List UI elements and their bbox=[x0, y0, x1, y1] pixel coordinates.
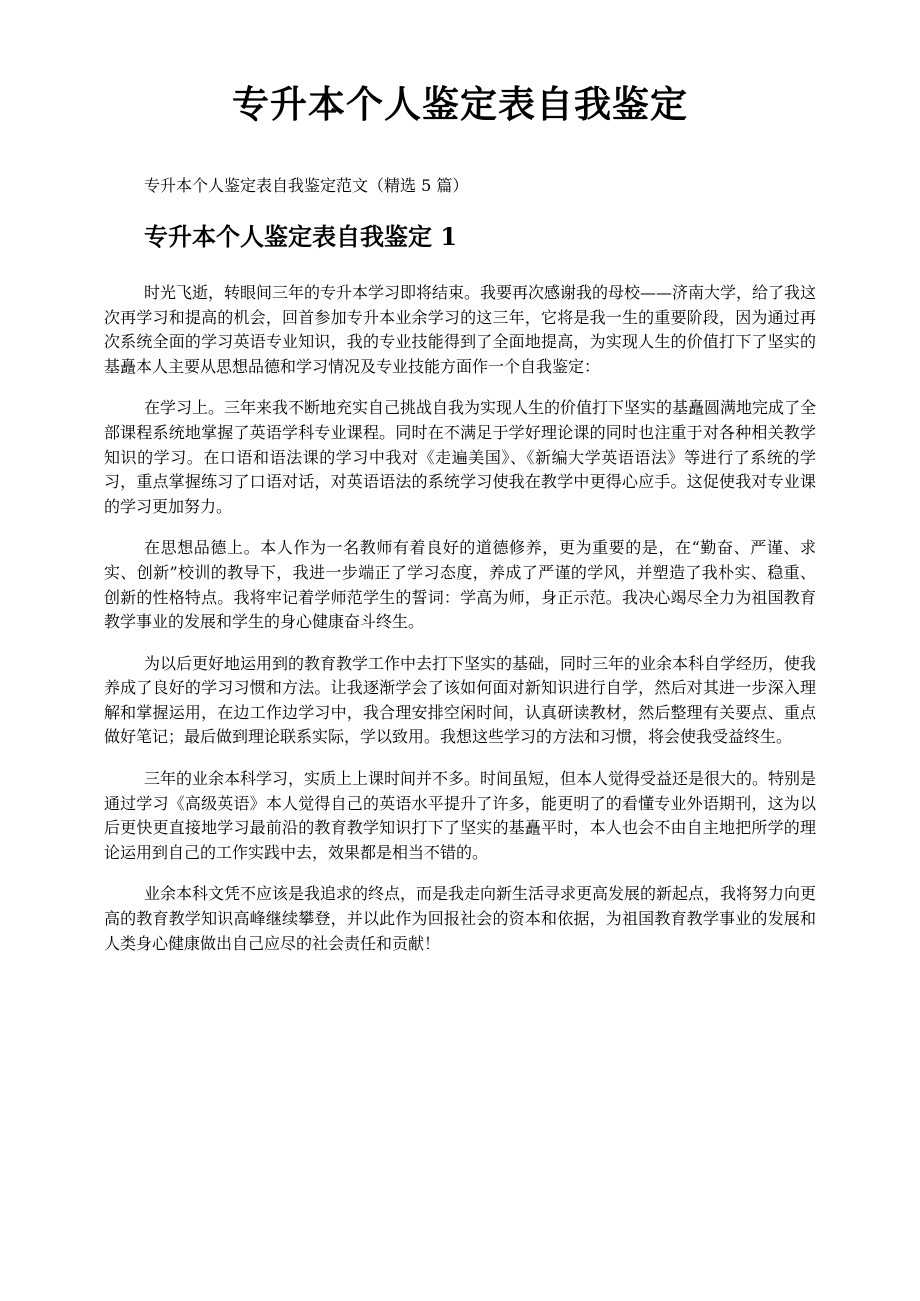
paragraph-5: 三年的业余本科学习，实质上上课时间并不多。时间虽短，但本人觉得受益还是很大的。特别是通过学习《高级英语》本人觉得自己的英语水平提升了许多，能更明了的看懂专业外语期刊，这为以后更快更直接地学习最前沿的教育教学知识打下了坚实的基矗平时，本人也会不由自主地把所学的理论运用到自己的工作实践中去，效果都是相当不错的。 bbox=[104, 769, 817, 862]
paragraph-3: 在思想品德上。本人作为一名教师有着良好的道德修养，更为重要的是，在“勤奋、严谨、求实、创新”校训的教导下，我进一步端正了学习态度，养成了严谨的学风，并塑造了我朴实、稳重、创新的性格特点。我将牢记着学师范学生的誓词：学高为师，身正示范。我决心竭尽全力为祖国教育教学事业的发展和学生的身心健康奋斗终生。 bbox=[104, 538, 816, 632]
document-body bbox=[104, 281, 816, 956]
paragraph-1: 时光飞逝，转眼间三年的专升本学习即将结束。我要再次感谢我的母校——济南大学，给了我这次再学习和提高的机会，回首参加专升本业余学习的这三年，它将是我一生的重要阶段，因为通过再次系统全面的学习英语专业知识，我的专业技能得到了全面地提高，为实现人生的价值打下了坚实的基矗本人主要从思想品德和学习情况及专业技能方面作一个自我鉴定： bbox=[104, 282, 817, 376]
paragraph-2: 在学习上。三年来我不断地充实自己挑战自我为实现人生的价值打下坚实的基矗圆满地完成了全部课程系统地掌握了英语学科专业课程。同时在不满足于学好理论课的同时也注重于对各种相关教学知识的学习。在口语和语法课的学习中我对《走遍美国》、《新编大学英语语法》等进行了系统的学习，重点掌握练习了口语对话，对英语语法的系统学习使我在教学中更得心应手。这促使我对专业课的学习更加努力。 bbox=[104, 398, 817, 516]
document-title: 专升本个人鉴定表自我鉴定 bbox=[232, 82, 688, 126]
document-subtitle: 专升本个人鉴定表自我鉴定范文（精选 5 篇） bbox=[144, 176, 469, 196]
paragraph-4: 为以后更好地运用到的教育教学工作中去打下坚实的基础，同时三年的业余本科自学经历，使我养成了良好的学习习惯和方法。让我逐渐学会了该如何面对新知识进行自学，然后对其进一步深入理解和掌握运用，在边工作边学习中，我合理安排空闲时间，认真研读教材，然后整理有关要点、重点做好笔记；最后做到理论联系实际，学以致用。我想这些学习的方法和习惯，将会使我受益终生。 bbox=[104, 653, 817, 747]
paragraph-6: 业余本科文凭不应该是我追求的终点，而是我走向新生活寻求更高发展的新起点，我将努力向更高的教育教学知识高峰继续攀登，并以此作为回报社会的资本和依据，为祖国教育教学事业的发展和人类身心健康做出自己应尽的社会责任和贡献！ bbox=[104, 884, 817, 953]
section-heading: 专升本个人鉴定表自我鉴定 1 bbox=[144, 222, 458, 252]
